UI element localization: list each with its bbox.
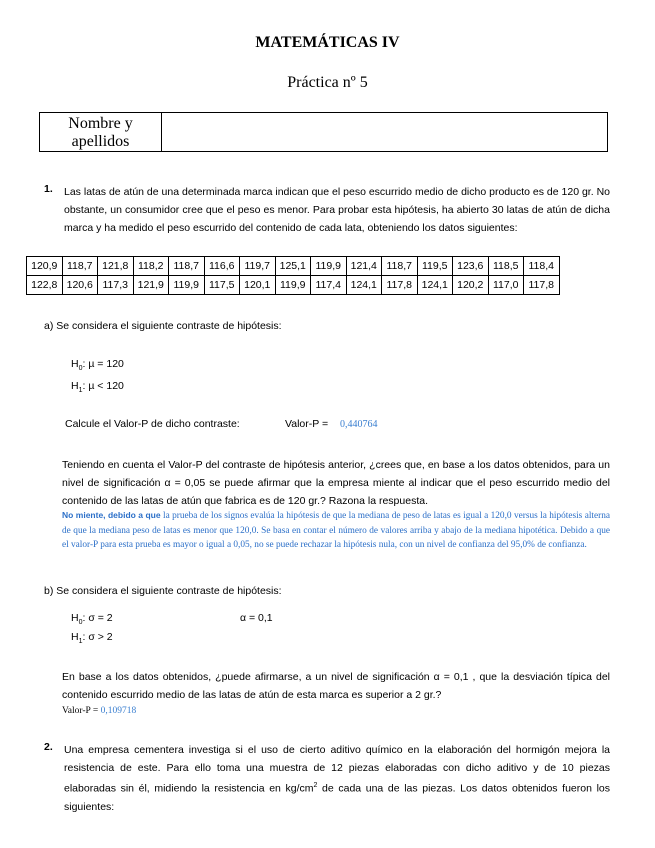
- table-cell: 119,9: [275, 276, 311, 295]
- practice-subtitle: Práctica nº 5: [287, 74, 368, 91]
- table-cell: 119,5: [417, 257, 453, 276]
- name-field[interactable]: [162, 113, 607, 151]
- part-b-label: b) Se considera el siguiente contraste de hipótesis:: [44, 585, 282, 597]
- table-cell: 118,7: [62, 257, 98, 276]
- table-row: [27, 276, 560, 295]
- table-cell: 119,9: [169, 276, 205, 295]
- question-2-text: Una empresa cementera investiga si el uso de cierto aditivo químico en la elaboración del hormigón mejora la resistencia de este. Para ello toma una muestra de 12 piezas elaboradas con dicho aditivo y de 10 piezas elaboradas sin él, midiendo la resistencia en $kg/cm^2$ de cada una de las piezas. Los datos obtenidos fueron los siguientes:: [64, 744, 610, 813]
- table-cell: 122,8: [27, 276, 63, 295]
- table-cell: 118,7: [382, 257, 418, 276]
- table-cell: 124,1: [417, 276, 453, 295]
- pvalue-answer[interactable]: 0,440764: [340, 419, 378, 430]
- table-cell: 121,8: [98, 257, 134, 276]
- name-label: Nombre y apellidos: [40, 113, 162, 151]
- table-cell: 120,6: [62, 276, 98, 295]
- table-cell: 120,9: [27, 257, 63, 276]
- table-cell: 119,9: [311, 257, 347, 276]
- table-cell: 121,9: [133, 276, 169, 295]
- table-row: [27, 257, 560, 276]
- question-2-number: 2.: [44, 741, 53, 753]
- table-cell: 117,5: [204, 276, 240, 295]
- table-cell: 120,1: [240, 276, 276, 295]
- part-a-h1: $H_1$: µ < 120: [71, 380, 124, 395]
- pvalue-label: Valor-P =: [285, 418, 329, 430]
- part-a-label: a) Se considera el siguiente contraste de hipótesis:: [44, 320, 282, 332]
- table-cell: 119,7: [240, 257, 276, 276]
- part-b-h1: $H_1$: σ > 2: [71, 631, 113, 646]
- table-cell: 116,6: [204, 257, 240, 276]
- part-b-alpha: α = 0,1: [240, 612, 273, 624]
- part-b-question: En base a los datos obtenidos, ¿puede afirmarse, a un nivel de significación α = 0,1 , que la desviación típica del contenido escurrido medio de las latas de atún de esta marca es superior a 2 gr.?: [62, 671, 610, 701]
- document-title: MATEMÁTICAS IV: [255, 34, 400, 51]
- table-cell: 117,8: [524, 276, 560, 295]
- table-cell: 120,2: [453, 276, 489, 295]
- table-cell: 117,4: [311, 276, 347, 295]
- table-cell: 118,4: [524, 257, 560, 276]
- table-cell: 124,1: [346, 276, 382, 295]
- table-cell: 121,4: [346, 257, 382, 276]
- table-cell: 125,1: [275, 257, 311, 276]
- data-table: [26, 256, 560, 295]
- table-cell: 118,7: [169, 257, 205, 276]
- table-cell: 117,3: [98, 276, 134, 295]
- table-cell: 123,6: [453, 257, 489, 276]
- table-cell: 117,0: [488, 276, 524, 295]
- table-cell: 118,2: [133, 257, 169, 276]
- part-a-question: Teniendo en cuenta el Valor-P del contraste de hipótesis anterior, ¿crees que, en base a los datos obtenidos, para un nivel de significación α = 0,05 se puede afirmar que la empresa miente al indicar que el peso escurrido medio del contenido de las latas de atún que fabrica es de 120 gr.? Razona la respuesta.: [62, 459, 610, 507]
- table-cell: 117,8: [382, 276, 418, 295]
- name-box: [39, 112, 608, 152]
- part-b-pvalue[interactable]: Valor-P = 0,109718: [62, 706, 137, 716]
- part-a-h0: $H_0$: µ = 120: [71, 358, 124, 373]
- calc-instruction: Calcule el Valor-P de dicho contraste:: [65, 418, 240, 430]
- question-1-text: Las latas de atún de una determinada marca indican que el peso escurrido medio de dicho producto es de 120 gr. No obstante, un consumidor cree que el peso es menor. Para probar esta hipótesis, ha abierto 30 latas de atún de dicha marca y ha medido el peso escurrido del contenido de cada lata, obteniendo los datos siguientes:: [64, 186, 610, 234]
- question-1-number: 1.: [44, 183, 53, 195]
- part-b-h0: $H_0$: σ = 2: [71, 612, 113, 627]
- part-a-answer[interactable]: No miente, debido a que la prueba de los signos evalúa la hipótesis de que la mediana de peso de latas es igual a 120,0 versus la hipótesis alterna de que la mediana peso de latas es menor que 120,0. Se basa en contar el número de valores arriba y abajo de la mediana hipotética. Debido a que el valor-P para esta prueba es mayor o igual a 0,05, no se puede rechazar la hipótesis nula, con un nivel de confianza del 95,0% de confianza.: [62, 510, 610, 550]
- table-cell: 118,5: [488, 257, 524, 276]
